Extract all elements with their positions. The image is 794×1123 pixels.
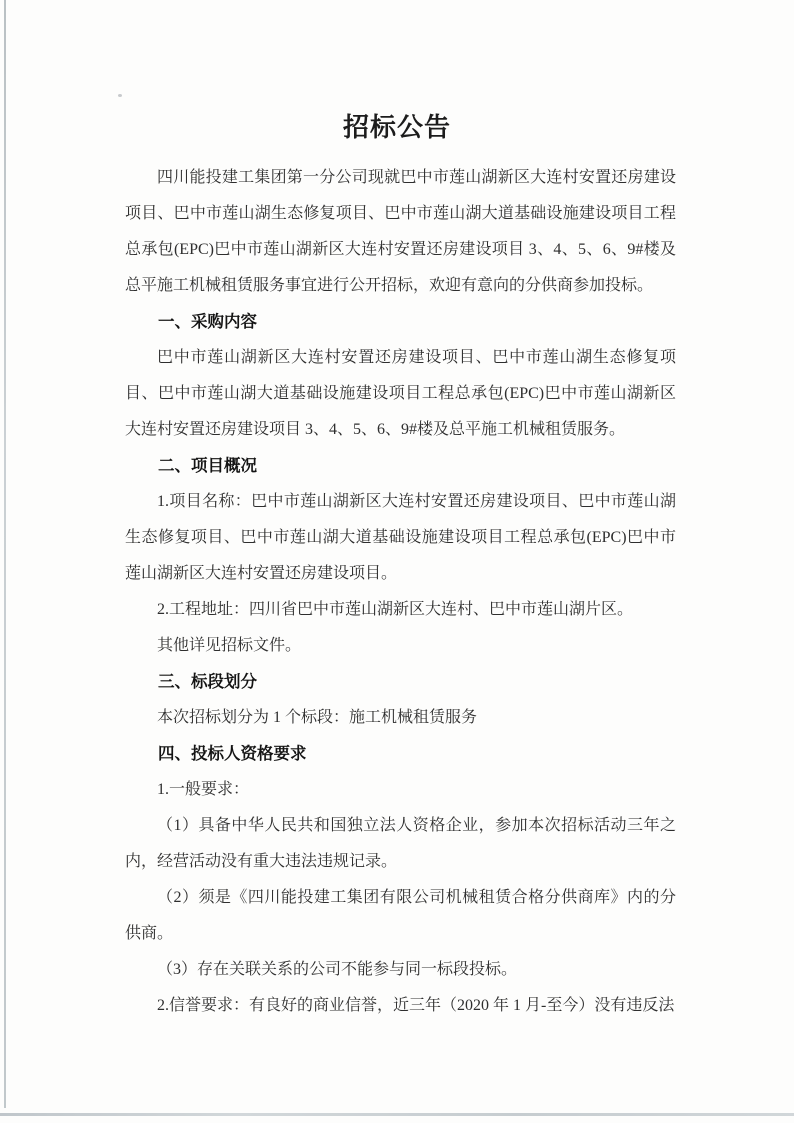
heading-bid-section-division: 三、标段划分 <box>158 672 257 691</box>
paragraph-requirement-3: （3）存在关联关系的公司不能参与同一标段投标。 <box>157 961 518 978</box>
heading-procurement-content: 一、采购内容 <box>158 312 257 331</box>
document-body <box>125 160 676 1024</box>
paragraph-requirement-2: （2）须是《四川能投建工集团有限公司机械租赁合格分供商库》内的分供商。 <box>125 889 676 942</box>
scan-speck-artifact <box>118 94 122 97</box>
paragraph-other-details: 其他详见招标文件。 <box>157 637 302 654</box>
paragraph-project-name: 1.项目名称：巴中市莲山湖新区大连村安置还房建设项目、巴中市莲山湖生态修复项目、巴中市莲山湖大道基础设施建设项目工程总承包(EPC)巴中市莲山湖新区大连村安置还房建设项目。 <box>125 493 676 582</box>
document-title: 招标公告 <box>342 113 451 142</box>
heading-bidder-qualification-requirements: 四、投标人资格要求 <box>158 744 307 763</box>
scan-edge-left-artifact <box>4 0 6 1108</box>
paragraph-bid-section-division: 本次招标划分为 1 个标段：施工机械租赁服务 <box>157 709 478 726</box>
heading-project-overview: 二、项目概况 <box>158 456 257 475</box>
paragraph-credit-requirements: 2.信誉要求：有良好的商业信誉，近三年（2020 年 1 月-至今）没有违反法 <box>157 997 675 1014</box>
paragraph-requirement-1: （1）具备中华人民共和国独立法人资格企业，参加本次招标活动三年之内，经营活动没有重大违法违规记录。 <box>125 817 676 870</box>
paragraph-procurement-content: 巴中市莲山湖新区大连村安置还房建设项目、巴中市莲山湖生态修复项目、巴中市莲山湖大道基础设施建设项目工程总承包(EPC)巴中市莲山湖新区大连村安置还房建设项目 3、4、5、6、9#楼及总平施工机械租赁服务。 <box>125 349 676 438</box>
scan-edge-bottom-artifact <box>0 1113 794 1116</box>
paragraph-project-address: 2.工程地址：四川省巴中市莲山湖新区大连村、巴中市莲山湖片区。 <box>157 601 634 618</box>
paragraph-general-requirements-label: 1.一般要求： <box>157 781 250 798</box>
paragraph-intro: 四川能投建工集团第一分公司现就巴中市莲山湖新区大连村安置还房建设项目、巴中市莲山湖生态修复项目、巴中市莲山湖大道基础设施建设项目工程总承包(EPC)巴中市莲山湖新区大连村安置还房建设项目 3、4、5、6、9#楼及总平施工机械租赁服务事宜进行公开招标，欢迎有意向的分供商参加投标。 <box>125 169 676 294</box>
